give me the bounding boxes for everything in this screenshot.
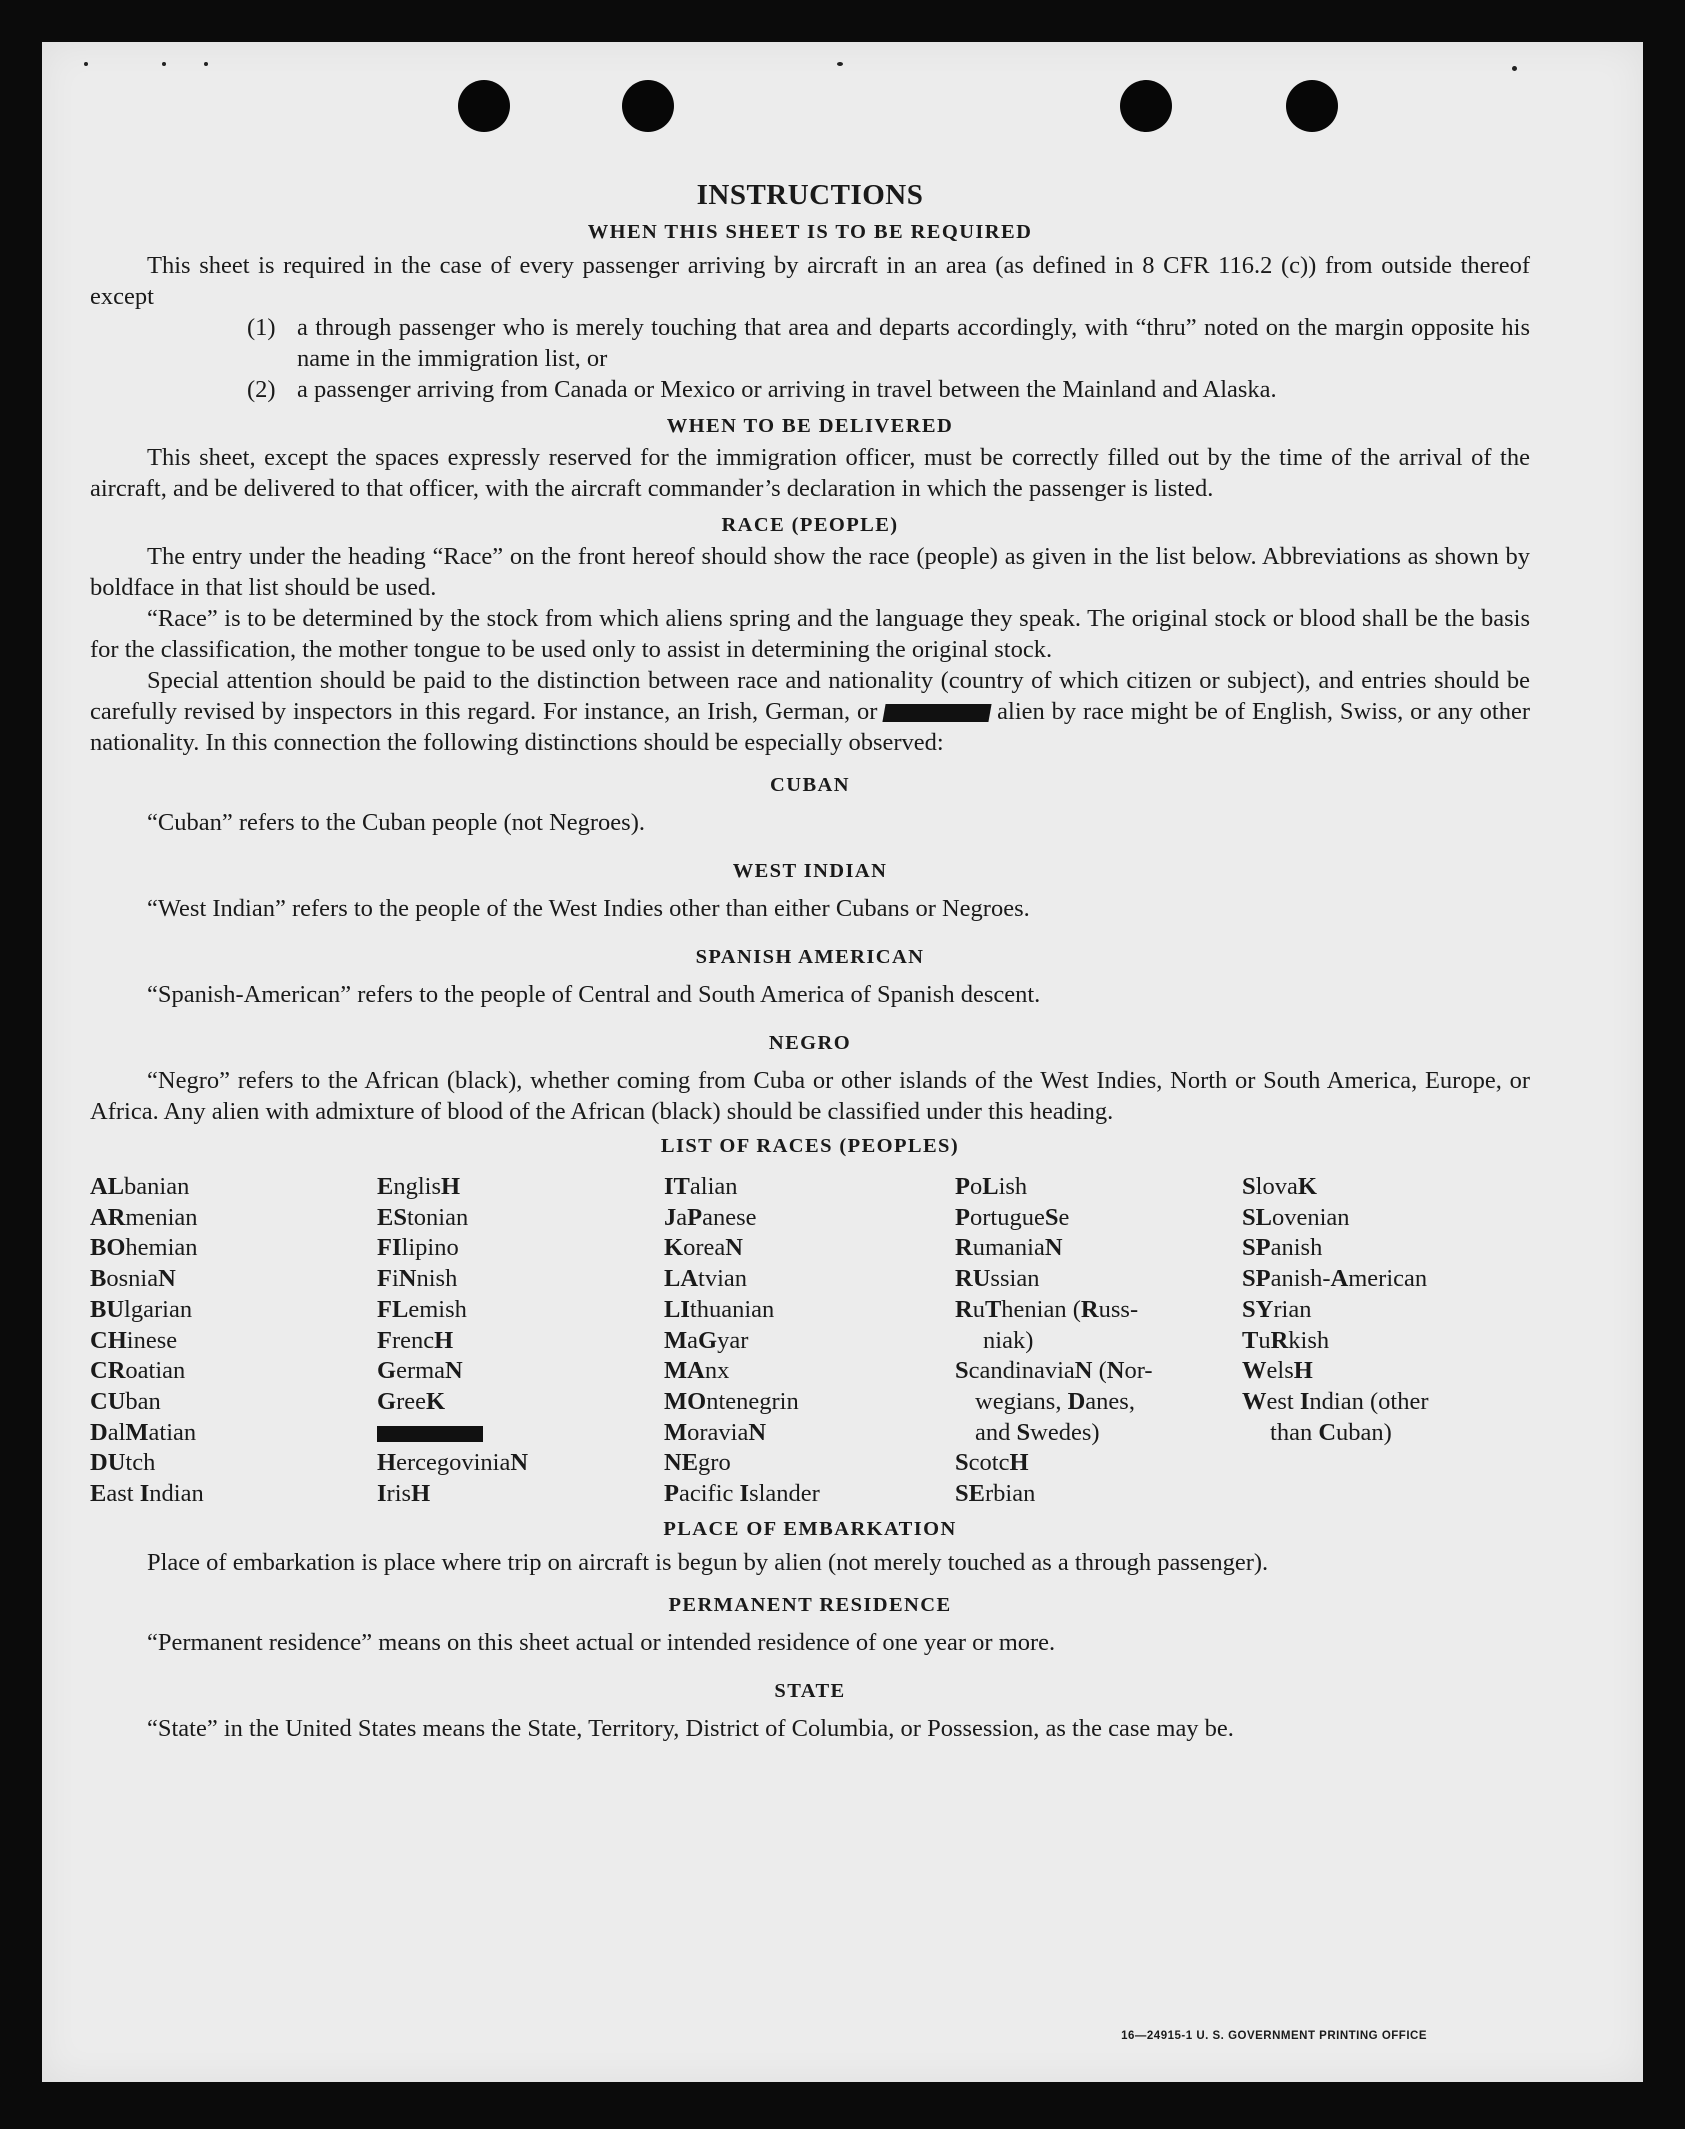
race-entry: DUtch	[90, 1449, 156, 1477]
document-sheet	[42, 42, 1643, 2082]
section-heading-negro: NEGRO	[768, 1032, 852, 1054]
speck	[837, 62, 843, 66]
residence-text: “Permanent residence” means on this sheet actual or intended residence of one year or more.	[147, 1628, 1056, 1656]
race-entry: SPanish	[1242, 1234, 1323, 1262]
race-list	[90, 1172, 1530, 1510]
race-column-2	[377, 1172, 664, 1510]
race-column-1	[90, 1172, 377, 1510]
race-entry: West Indian (other	[1242, 1387, 1429, 1415]
race-column-3	[664, 1172, 955, 1510]
race-entry: BosniaN	[90, 1265, 176, 1293]
section-heading-race: RACE (PEOPLE)	[721, 514, 899, 536]
race-column-4	[955, 1172, 1242, 1510]
race-entry: LAtvian	[664, 1265, 748, 1293]
punch-hole-2	[622, 80, 674, 132]
race-entry: WelsH	[1242, 1357, 1313, 1385]
required-intro: This sheet is required in the case of every passenger arriving by aircraft in an area (as defined in 8 CFR 116.2 (c)) from outside thereof except	[90, 252, 1530, 310]
race-paragraph-3b: alien by race might be of English, Swiss, or any other nationality. In this connection the following distinctions should be especially observed:	[90, 698, 1531, 756]
section-heading-cuban: CUBAN	[770, 774, 850, 796]
race-entry-redacted	[377, 1418, 664, 1449]
race-entry: BOhemian	[90, 1234, 198, 1262]
race-entry: GermaN	[377, 1357, 463, 1385]
cuban-text: “Cuban” refers to the Cuban people (not Negroes).	[147, 809, 645, 836]
exception-item-1	[247, 312, 1530, 374]
race-entry: FIlipino	[377, 1234, 459, 1262]
race-entry: HercegoviniaN	[377, 1449, 529, 1477]
race-entry: SPanish-American	[1242, 1265, 1428, 1293]
race-entry: MaGyar	[664, 1326, 749, 1354]
race-entry: ScotcH	[955, 1449, 1029, 1477]
speck	[84, 62, 88, 66]
speck	[1512, 66, 1517, 71]
race-entry: TuRkish	[1242, 1326, 1330, 1354]
item-text: a through passenger who is merely touching that area and departs accordingly, with “thru” noted on the margin opposite his name in the immigration list, or	[297, 314, 1530, 372]
race-entry: FrencH	[377, 1326, 454, 1354]
redaction-mark	[883, 704, 992, 722]
page-title: INSTRUCTIONS	[696, 179, 924, 211]
item-text: a passenger arriving from Canada or Mexico or arriving in travel between the Mainland and Alaska.	[297, 376, 1277, 403]
race-entry: ALbanian	[90, 1173, 190, 1200]
race-entry: CHinese	[90, 1326, 178, 1354]
section-heading-spanish-american: SPANISH AMERICAN	[695, 946, 925, 968]
race-entry: ARmenian	[90, 1203, 198, 1231]
punch-hole-1	[458, 80, 510, 132]
race-entry: LIthuanian	[664, 1295, 775, 1323]
race-column-5	[1242, 1172, 1530, 1510]
race-entry: SErbian	[955, 1480, 1036, 1508]
race-paragraph-1: The entry under the heading “Race” on the front hereof should show the race (people) as given in the list below. Abbreviations as shown by boldface in that list should be used.	[90, 543, 1530, 601]
section-heading-west-indian: WEST INDIAN	[732, 860, 888, 882]
race-entry: JaPanese	[664, 1203, 757, 1231]
punch-hole-4	[1286, 80, 1338, 132]
race-entry: SYrian	[1242, 1295, 1312, 1323]
race-paragraph-2: “Race” is to be determined by the stock from which aliens spring and the language they speak. The original stock or blood shall be the basis for the classification, the mother tongue to be used only to assist in determining the original stock.	[90, 605, 1530, 663]
embarkation-text: Place of embarkation is place where trip on aircraft is begun by alien (not merely touched as a through passenger).	[147, 1548, 1269, 1576]
race-entry: East Indian	[90, 1480, 204, 1508]
race-entry: EnglisH	[377, 1173, 461, 1200]
west-indian-text: “West Indian” refers to the people of the West Indies other than either Cubans or Negroes.	[147, 895, 1030, 922]
section-heading-required: WHEN THIS SHEET IS TO BE REQUIRED	[587, 221, 1033, 243]
punch-hole-3	[1120, 80, 1172, 132]
race-entry-continuation: than Cuban)	[1270, 1418, 1392, 1446]
race-entry: ITalian	[664, 1173, 738, 1200]
exception-item-2	[247, 374, 1530, 405]
speck	[162, 62, 166, 66]
race-paragraph-3a: Special attention should be paid to the distinction between race and nationality (country of which citizen or subject), and entries should be carefully revised by inspectors in this regard. For instance, an Irish, German, or	[90, 667, 1530, 725]
race-entry-continuation: wegians, Danes,	[975, 1387, 1135, 1415]
race-entry: FiNnish	[377, 1265, 458, 1293]
race-entry: CRoatian	[90, 1357, 186, 1385]
item-number: (2)	[247, 376, 276, 403]
race-entry: Pacific Islander	[664, 1480, 820, 1508]
race-entry: EStonian	[377, 1203, 469, 1231]
race-paragraph-3	[90, 665, 1530, 758]
race-entry: SlovaK	[1242, 1173, 1317, 1200]
race-entry: PortugueSe	[955, 1203, 1070, 1231]
race-entry: RumaniaN	[955, 1234, 1063, 1262]
race-entry: PoLish	[955, 1173, 1028, 1200]
race-entry: MAnx	[664, 1357, 730, 1385]
redaction-mark	[377, 1426, 483, 1442]
delivered-text: This sheet, except the spaces expressly reserved for the immigration officer, must be correctly filled out by the time of the arrival of the aircraft, and be delivered to that officer, with the aircraft commander’s declaration in which the passenger is listed.	[90, 444, 1530, 502]
race-entry: RuThenian (Russ-	[955, 1295, 1139, 1323]
speck	[204, 62, 208, 66]
state-text: “State” in the United States means the State, Territory, District of Columbia, or Possession, as the case may be.	[147, 1714, 1234, 1742]
race-entry: RUssian	[955, 1265, 1040, 1293]
race-entry-continuation: and Swedes)	[975, 1418, 1100, 1446]
section-heading-delivered: WHEN TO BE DELIVERED	[666, 415, 954, 437]
race-entry: BUlgarian	[90, 1295, 193, 1323]
race-entry: MoraviaN	[664, 1418, 767, 1446]
race-entry-continuation: niak)	[983, 1326, 1034, 1354]
section-heading-state: STATE	[774, 1679, 846, 1702]
race-entry: CUban	[90, 1387, 161, 1415]
instructions-text	[90, 180, 1530, 1744]
negro-text: “Negro” refers to the African (black), whether coming from Cuba or other islands of the West Indies, North or South America, Europe, or Africa. Any alien with admixture of blood of the African (black) should be classified under this heading.	[90, 1067, 1530, 1125]
section-heading-embarkation: PLACE OF EMBARKATION	[663, 1517, 957, 1540]
race-entry: IrisH	[377, 1480, 431, 1508]
item-number: (1)	[247, 314, 276, 341]
race-entry: ScandinaviaN (Nor-	[955, 1357, 1153, 1385]
race-entry: DalMatian	[90, 1418, 197, 1446]
section-heading-residence: PERMANENT RESIDENCE	[668, 1593, 952, 1616]
race-entry: KoreaN	[664, 1234, 743, 1262]
race-entry: FLemish	[377, 1295, 467, 1323]
printing-office-footer: 16—24915-1 U. S. GOVERNMENT PRINTING OFFICE	[1121, 2030, 1427, 2042]
race-entry: MOntenegrin	[664, 1387, 799, 1415]
spanish-american-text: “Spanish-American” refers to the people of Central and South America of Spanish descent.	[147, 981, 1041, 1008]
race-entry: NEgro	[664, 1449, 731, 1477]
race-entry: GreeK	[377, 1387, 446, 1415]
race-entry: SLovenian	[1242, 1203, 1350, 1231]
section-heading-race-list: LIST OF RACES (PEOPLES)	[660, 1135, 960, 1157]
